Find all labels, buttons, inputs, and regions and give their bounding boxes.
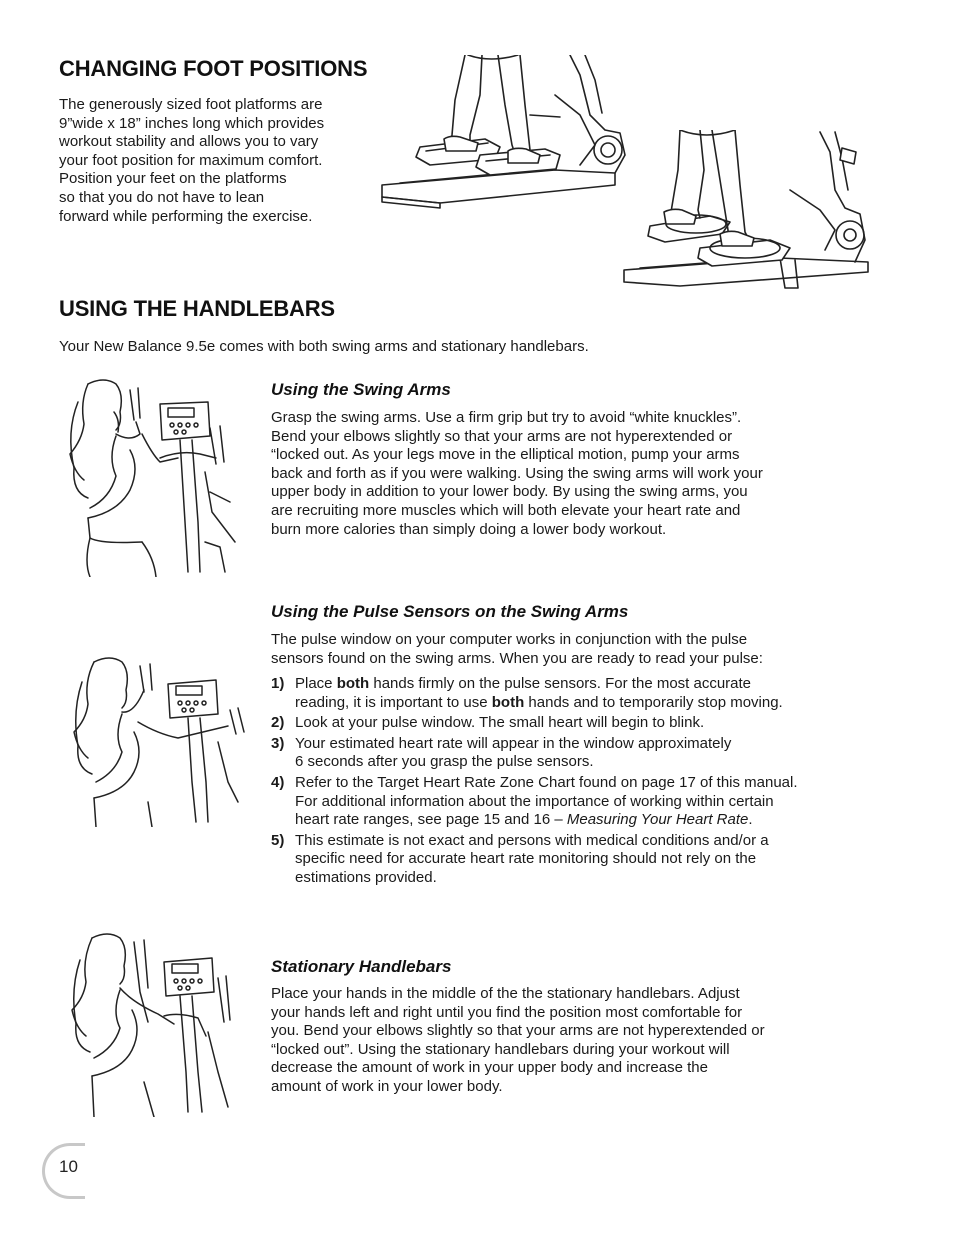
step-text: heart rate ranges, see page 15 and 16 – bbox=[295, 811, 567, 829]
step-number: 3) bbox=[271, 734, 285, 752]
step-text: hands firmly on the pulse sensors. For the most accurate bbox=[369, 675, 752, 692]
step-number: 4) bbox=[271, 773, 285, 791]
step-reference: Measuring Your Heart Rate bbox=[566, 811, 749, 829]
stationary-handlebars-heading: Stationary Handlebars bbox=[271, 957, 452, 976]
stationary-handlebars-body bbox=[271, 985, 891, 1097]
woman-pulse-sensors-illustration bbox=[68, 652, 248, 827]
stationary-line: decrease the amount of work in your upper body and increase the bbox=[271, 1059, 708, 1077]
foot-line: Position your feet on the platforms bbox=[59, 170, 287, 188]
woman-stationary-handlebars-illustration bbox=[68, 932, 253, 1117]
step-number: 1) bbox=[271, 675, 285, 692]
pulse-intro-line: The pulse window on your computer works in conjunction with the pulse bbox=[271, 631, 748, 648]
swing-line: Bend your elbows slightly so that your arms are not hyperextended or bbox=[271, 427, 733, 445]
stationary-line: your hands left and right until you find the position most comfortable for bbox=[271, 1003, 743, 1021]
foot-line: so that you do not have to lean bbox=[59, 188, 265, 206]
pulse-step bbox=[271, 774, 891, 830]
pulse-sensors-heading: Using the Pulse Sensors on the Swing Arms bbox=[271, 602, 629, 621]
foot-line: 9”wide x 18” inches long which provides bbox=[59, 114, 325, 132]
swing-line: “locked out. As your legs move in the elliptical motion, pump your arms bbox=[271, 446, 740, 464]
step-line: Your estimated heart rate will appear in the window approximately bbox=[295, 734, 732, 752]
step-text: . bbox=[748, 811, 753, 829]
pulse-step bbox=[271, 832, 891, 888]
step-line bbox=[295, 694, 891, 713]
step-text: Place bbox=[295, 675, 337, 692]
pulse-intro-line: sensors found on the swing arms. When you are ready to read your pulse: bbox=[271, 649, 763, 667]
pulse-step bbox=[271, 675, 891, 712]
swing-line: back and forth as if you were walking. Using the swing arms will work your bbox=[271, 464, 763, 482]
elliptical-feet-back-illustration bbox=[620, 130, 870, 292]
foot-line: The generously sized foot platforms are bbox=[59, 96, 323, 113]
foot-line: workout stability and allows you to vary bbox=[59, 133, 319, 151]
step-number: 5) bbox=[271, 831, 285, 849]
step-text: reading, it is important to use bbox=[295, 693, 492, 711]
step-line: Look at your pulse window. The small heart will begin to blink. bbox=[295, 714, 705, 732]
swing-arms-body bbox=[271, 409, 891, 539]
pulse-step bbox=[271, 735, 891, 772]
pulse-steps-list bbox=[271, 675, 891, 890]
step-line: Refer to the Target Heart Rate Zone Chart found on page 17 of this manual. bbox=[295, 773, 798, 791]
swing-line: Grasp the swing arms. Use a firm grip but try to avoid “white knuckles”. bbox=[271, 409, 742, 426]
stationary-line: amount of work in your lower body. bbox=[271, 1077, 503, 1095]
step-line: 6 seconds after you grasp the pulse sensors. bbox=[295, 753, 594, 771]
foot-section-title: CHANGING FOOT POSITIONS bbox=[59, 56, 368, 81]
foot-section-body bbox=[59, 96, 379, 226]
elliptical-feet-forward-illustration bbox=[380, 55, 630, 210]
swing-arms-heading: Using the Swing Arms bbox=[271, 380, 451, 399]
stationary-line: “locked out”. Using the stationary handlebars during your workout will bbox=[271, 1040, 730, 1058]
step-emphasis: both bbox=[336, 675, 370, 692]
swing-line: burn more calories than simply doing a lower body workout. bbox=[271, 520, 667, 538]
step-line bbox=[295, 811, 891, 830]
stationary-line: you. Bend your elbows slightly so that your arms are not hyperextended or bbox=[271, 1022, 765, 1040]
woman-swing-arms-illustration bbox=[60, 372, 250, 577]
swing-line: upper body in addition to your lower body. By using the swing arms, you bbox=[271, 483, 748, 501]
handlebars-section-title: USING THE HANDLEBARS bbox=[59, 296, 335, 321]
step-line: specific need for accurate heart rate monitoring should not rely on the bbox=[295, 850, 757, 868]
step-line: This estimate is not exact and persons with medical conditions and/or a bbox=[295, 831, 769, 849]
pulse-sensors-intro bbox=[271, 631, 891, 668]
step-emphasis: both bbox=[491, 693, 525, 711]
pulse-step bbox=[271, 714, 891, 733]
stationary-line: Place your hands in the middle of the the stationary handlebars. Adjust bbox=[271, 985, 740, 1002]
handlebars-intro: Your New Balance 9.5e comes with both swing arms and stationary handlebars. bbox=[59, 338, 589, 355]
swing-line: are recruiting more muscles which will both elevate your heart rate and bbox=[271, 501, 741, 519]
step-text: hands and to temporarily stop moving. bbox=[524, 693, 783, 711]
step-line bbox=[295, 675, 891, 694]
foot-line: your foot position for maximum comfort. bbox=[59, 151, 323, 169]
step-line: estimations provided. bbox=[295, 868, 437, 886]
foot-line: forward while performing the exercise. bbox=[59, 207, 313, 225]
step-number: 2) bbox=[271, 714, 285, 732]
step-line: For additional information about the importance of working within certain bbox=[295, 792, 774, 810]
page-number: 10 bbox=[59, 1157, 78, 1176]
